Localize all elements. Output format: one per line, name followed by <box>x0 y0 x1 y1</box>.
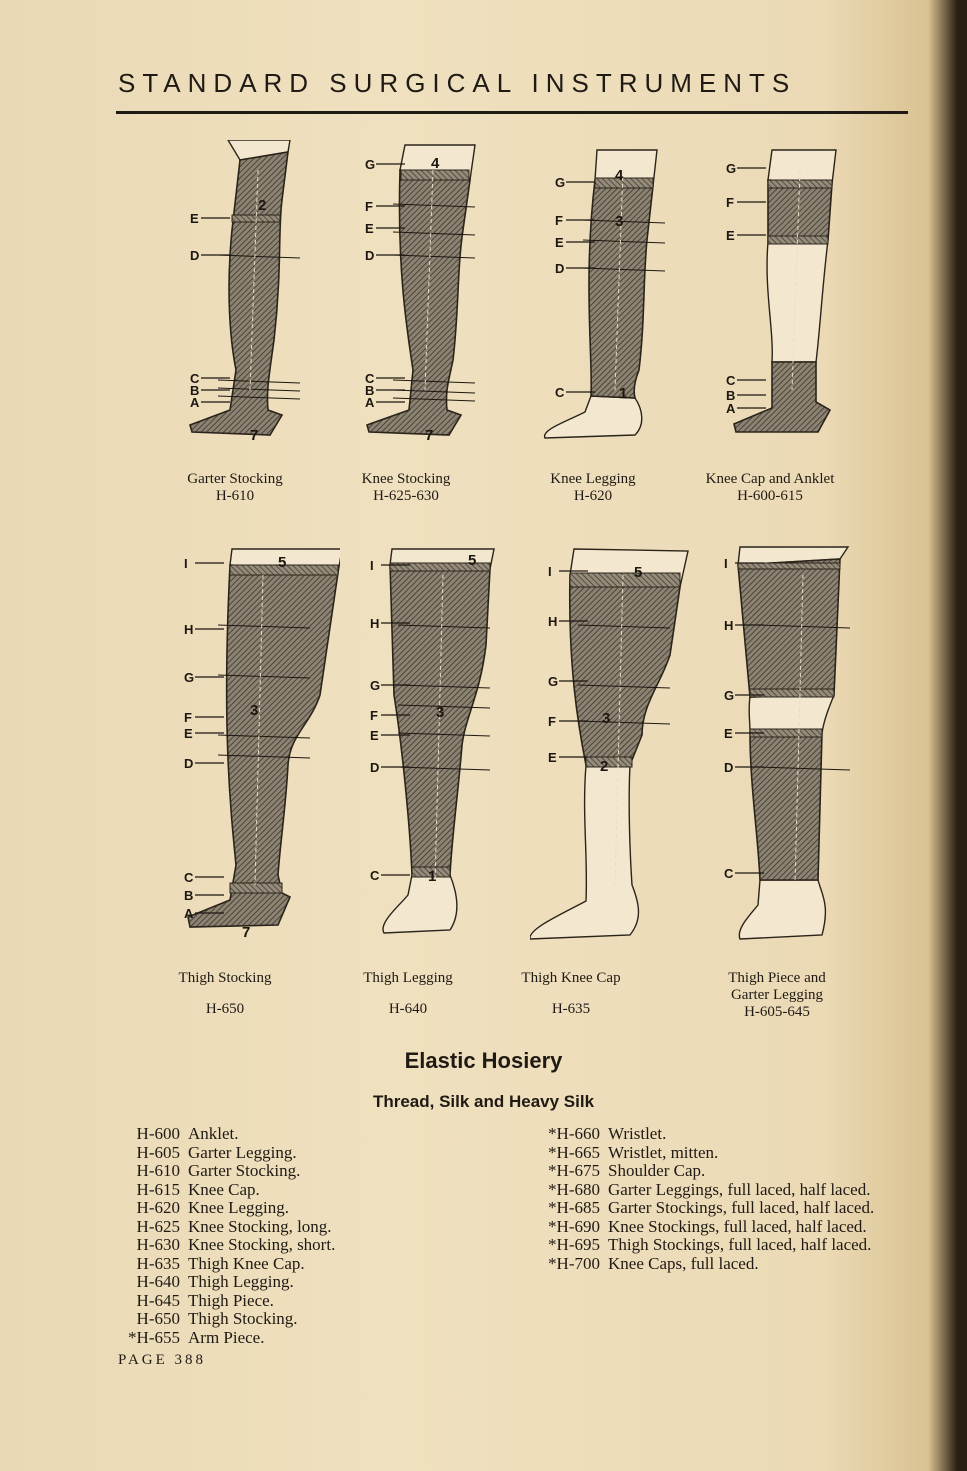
item-code: *H-665 <box>548 1142 600 1162</box>
item-code: *H-675 <box>548 1161 600 1180</box>
item-description: Wristlet. <box>608 1124 667 1143</box>
item-description: Wristlet, mitten. <box>608 1142 719 1162</box>
figure-number: 5 <box>468 552 477 569</box>
list-item <box>100 1125 420 1144</box>
figure-number: 4 <box>431 155 440 172</box>
leg-illustration <box>170 545 370 945</box>
figure-name: Thigh Piece and Garter Legging <box>728 970 826 1003</box>
figure-code: H-650 <box>205 1001 245 1017</box>
measure-label: G <box>365 157 376 172</box>
item-code: *H-680 <box>548 1179 600 1199</box>
list-item <box>100 1329 420 1348</box>
measure-label: B <box>365 383 375 398</box>
measure-label: E <box>555 235 564 250</box>
list-item <box>100 1199 420 1218</box>
measure-label: E <box>370 728 379 743</box>
measure-label: H <box>184 622 194 637</box>
measure-label: E <box>190 211 199 226</box>
figure-code: H-640 <box>388 1001 428 1017</box>
figure-number: 3 <box>602 710 611 727</box>
measure-label: C <box>184 870 194 885</box>
item-code: H-625 <box>136 1216 180 1236</box>
measure-label: D <box>724 760 734 775</box>
measure-label: I <box>370 558 374 573</box>
figure-number: 2 <box>600 758 609 775</box>
leg-drawing <box>350 545 520 945</box>
measure-label: F <box>365 199 373 214</box>
figure-name: Garter Stocking <box>187 471 283 487</box>
item-description: Anklet. <box>188 1124 239 1143</box>
caption-knee-cap-anklet <box>670 471 870 505</box>
item-code: H-645 <box>136 1290 180 1310</box>
section-subtitle: Thread, Silk and Heavy Silk <box>372 1092 595 1111</box>
measure-label: D <box>190 248 200 263</box>
figure-name: Thigh Legging <box>363 970 453 986</box>
item-code: *H-685 <box>548 1198 600 1217</box>
figure-number: 7 <box>242 924 251 941</box>
measure-label: D <box>370 760 380 775</box>
measure-label: A <box>365 395 375 410</box>
item-code: H-630 <box>136 1235 180 1254</box>
figure-number: 3 <box>250 702 259 719</box>
measure-label: F <box>370 708 378 723</box>
measure-label: F <box>548 714 556 729</box>
measure-label: C <box>365 371 375 386</box>
measure-label: H <box>724 618 734 633</box>
list-item <box>510 1199 908 1218</box>
leg-illustration <box>530 545 730 945</box>
item-code: H-635 <box>136 1253 180 1273</box>
leg-illustration <box>535 140 735 450</box>
item-code: *H-655 <box>128 1327 180 1347</box>
measure-label: E <box>365 221 374 236</box>
item-description: Thigh Stocking. <box>188 1309 298 1328</box>
item-description: Shoulder Cap. <box>608 1161 706 1180</box>
caption-thigh-knee-cap <box>471 970 671 1018</box>
elastic-band <box>570 573 680 587</box>
hosiery-shape <box>188 565 338 927</box>
measure-label: E <box>726 228 735 243</box>
item-code: H-605 <box>136 1142 180 1162</box>
elastic-band <box>230 883 282 893</box>
figure-number: 2 <box>258 197 267 214</box>
measure-label: A <box>190 395 200 410</box>
leg-drawing <box>170 140 330 450</box>
item-description: Knee Stockings, full laced, half laced. <box>608 1216 867 1236</box>
figure-number: 4 <box>615 167 624 184</box>
measure-label: C <box>726 373 736 388</box>
leg-illustration <box>712 140 912 450</box>
figure-number: 7 <box>425 427 434 444</box>
measure-label: B <box>190 383 200 398</box>
list-item <box>100 1292 420 1311</box>
measure-label: F <box>726 195 734 210</box>
item-description: Thigh Legging. <box>188 1272 294 1291</box>
item-description: Knee Stocking, long. <box>188 1216 332 1236</box>
figure-name: Thigh Stocking <box>178 970 272 986</box>
item-code: H-610 <box>136 1161 180 1180</box>
item-description: Knee Caps, full laced. <box>608 1253 759 1273</box>
item-code: H-620 <box>136 1198 180 1217</box>
measure-label: D <box>365 248 375 263</box>
figure-code: H-605-645 <box>744 1004 810 1020</box>
item-code: *H-700 <box>548 1253 600 1273</box>
item-description: Knee Legging. <box>188 1198 290 1217</box>
hosiery-shape <box>570 575 680 765</box>
item-code: H-615 <box>136 1179 180 1199</box>
measure-label: I <box>548 564 552 579</box>
figure-name: Knee Stocking <box>361 471 451 487</box>
item-description: Knee Stocking, short. <box>188 1235 336 1254</box>
leg-illustration <box>350 545 550 945</box>
item-description: Knee Cap. <box>188 1179 260 1199</box>
figure-number: 3 <box>436 704 445 721</box>
measure-label: G <box>726 161 737 176</box>
list-item <box>100 1273 420 1292</box>
list-item <box>100 1236 420 1255</box>
product-list-left <box>100 1125 420 1347</box>
hosiery-shape <box>190 152 288 435</box>
measure-label: G <box>370 678 381 693</box>
section-title: Elastic Hosiery <box>404 1048 563 1073</box>
measure-label: B <box>726 388 736 403</box>
measure-label: G <box>184 670 195 685</box>
list-item <box>100 1144 420 1163</box>
figure-number: 5 <box>278 554 287 571</box>
leg-drawing <box>345 140 505 450</box>
measure-label: H <box>370 616 380 631</box>
elastic-band <box>595 178 653 188</box>
list-item <box>100 1218 420 1237</box>
list-item <box>100 1162 420 1181</box>
item-description: Thigh Knee Cap. <box>188 1253 305 1273</box>
figure-code: H-635 <box>551 1001 591 1017</box>
item-description: Thigh Piece. <box>188 1290 274 1310</box>
figure-number: 1 <box>428 868 437 885</box>
figure-code: H-610 <box>215 488 255 504</box>
measure-label: G <box>548 674 559 689</box>
list-item <box>510 1144 908 1163</box>
list-item <box>510 1125 908 1144</box>
leg-drawing <box>170 545 340 945</box>
elastic-band <box>586 757 632 767</box>
leg-drawing <box>710 545 880 945</box>
measure-label: A <box>726 401 736 416</box>
measure-label: E <box>724 726 733 741</box>
product-list-right <box>510 1125 908 1273</box>
figure-number: 1 <box>619 385 628 402</box>
item-code: *H-660 <box>548 1124 600 1143</box>
item-code: H-650 <box>136 1309 180 1328</box>
figure-number: 7 <box>250 427 259 444</box>
measure-label: H <box>548 614 558 629</box>
header-rule <box>116 111 908 114</box>
measure-label: A <box>184 906 194 921</box>
measure-label: C <box>370 868 380 883</box>
item-code: H-640 <box>136 1272 180 1291</box>
list-item <box>510 1236 908 1255</box>
hosiery-shape <box>367 170 470 435</box>
elastic-band <box>768 180 832 188</box>
item-description: Garter Legging. <box>188 1142 297 1162</box>
item-description: Garter Leggings, full laced, half laced. <box>608 1179 871 1199</box>
measure-label: I <box>724 556 728 571</box>
caption-thigh-piece-garter-legging <box>677 970 877 1021</box>
leg-illustration <box>170 140 370 450</box>
measure-label: E <box>184 726 193 741</box>
measure-label: C <box>190 371 200 386</box>
leg-drawing <box>530 545 700 945</box>
figure-name: Knee Cap and Anklet <box>705 471 835 487</box>
list-item <box>510 1218 908 1237</box>
item-description: Thigh Stockings, full laced, half laced. <box>608 1235 872 1254</box>
measure-label: G <box>555 175 566 190</box>
measure-label: D <box>555 261 565 276</box>
measure-label: B <box>184 888 194 903</box>
list-item <box>510 1255 908 1274</box>
measure-label: C <box>555 385 565 400</box>
elastic-band <box>750 689 834 697</box>
figure-code: H-625-630 <box>373 488 439 504</box>
figure-name: Knee Legging <box>550 471 636 487</box>
leg-illustration <box>710 545 910 945</box>
measure-label: C <box>724 866 734 881</box>
running-head: STANDARD SURGICAL INSTRUMENTS <box>118 68 797 98</box>
list-item <box>100 1310 420 1329</box>
measure-label: D <box>184 756 194 771</box>
figure-number: 3 <box>615 213 624 230</box>
item-code: H-600 <box>136 1124 180 1143</box>
measure-label: F <box>184 710 192 725</box>
measure-label: E <box>548 750 557 765</box>
list-item <box>100 1255 420 1274</box>
list-item <box>100 1181 420 1200</box>
caption-thigh-stocking <box>125 970 325 1018</box>
item-description: Garter Stockings, full laced, half laced. <box>608 1198 875 1217</box>
list-item <box>510 1162 908 1181</box>
leg-drawing <box>535 140 695 450</box>
item-code: *H-695 <box>548 1235 600 1254</box>
figure-code: H-620 <box>573 488 613 504</box>
leg-drawing <box>712 140 872 450</box>
elastic-band <box>768 236 828 244</box>
figure-code: H-600-615 <box>737 488 803 504</box>
figure-number: 5 <box>634 564 643 581</box>
figure-name: Thigh Knee Cap <box>521 970 621 986</box>
measure-label: F <box>555 213 563 228</box>
caption-knee-stocking <box>306 471 506 505</box>
elastic-band <box>738 563 840 569</box>
leg-illustration <box>345 140 545 450</box>
page-number: PAGE 388 <box>118 1352 207 1368</box>
caption-knee-legging <box>493 471 693 505</box>
item-description: Arm Piece. <box>188 1327 265 1347</box>
list-item <box>510 1181 908 1200</box>
caption-garter-stocking <box>135 471 335 505</box>
measure-label: I <box>184 556 188 571</box>
measure-label: G <box>724 688 735 703</box>
item-code: *H-690 <box>548 1216 600 1236</box>
item-description: Garter Stocking. <box>188 1161 301 1180</box>
